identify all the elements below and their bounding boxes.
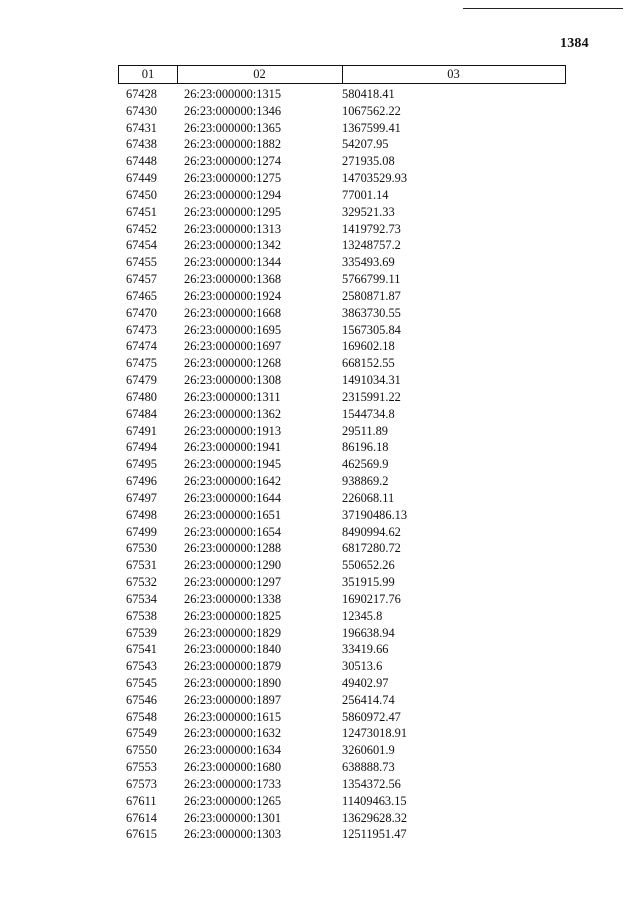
value-cell: 33419.66 — [342, 642, 389, 657]
row-id-cell: 67479 — [126, 373, 157, 388]
table-row — [118, 120, 566, 137]
table-row — [118, 675, 566, 692]
cadastral-number-cell: 26:23:000000:1338 — [184, 591, 282, 606]
value-cell: 86196.18 — [342, 440, 389, 455]
cadastral-number-cell: 26:23:000000:1346 — [184, 103, 282, 118]
row-id-cell: 67454 — [126, 238, 157, 253]
column-header-03: 03 — [447, 67, 460, 81]
table-row — [118, 372, 566, 389]
cadastral-number-cell: 26:23:000000:1301 — [184, 810, 282, 825]
table-row — [118, 540, 566, 557]
cadastral-number-cell: 26:23:000000:1315 — [184, 87, 282, 101]
value-cell: 12345.8 — [342, 608, 383, 623]
table-row — [118, 204, 566, 221]
value-cell: 1491034.31 — [342, 373, 401, 388]
table-row — [118, 254, 566, 271]
cadastral-number-cell: 26:23:000000:1365 — [184, 120, 282, 135]
row-id-cell: 67534 — [126, 591, 157, 606]
table-row — [118, 355, 566, 372]
table-row — [118, 187, 566, 204]
value-cell: 29511.89 — [342, 423, 389, 438]
row-id-cell: 67457 — [126, 272, 157, 287]
cadastral-number-cell: 26:23:000000:1297 — [184, 575, 282, 590]
row-id-cell: 67573 — [126, 776, 157, 791]
row-id-cell: 67614 — [126, 810, 157, 825]
value-cell: 77001.14 — [342, 187, 389, 202]
row-id-cell: 67550 — [126, 743, 157, 758]
value-cell: 1567305.84 — [342, 322, 401, 337]
cadastral-number-cell: 26:23:000000:1344 — [184, 255, 282, 270]
table-row — [118, 507, 566, 524]
cadastral-number-cell: 26:23:000000:1274 — [184, 154, 282, 169]
row-id-cell: 67480 — [126, 389, 157, 404]
table-row — [118, 86, 566, 103]
value-cell: 13629628.32 — [342, 810, 408, 825]
cadastral-number-cell: 26:23:000000:1897 — [184, 692, 282, 707]
value-cell: 13248757.2 — [342, 238, 401, 253]
table-row — [118, 776, 566, 793]
table-row — [118, 524, 566, 541]
value-cell: 1067562.22 — [342, 103, 401, 118]
row-id-cell: 67615 — [126, 827, 157, 842]
row-id-cell: 67497 — [126, 490, 157, 505]
row-id-cell: 67548 — [126, 709, 157, 724]
table-row — [118, 591, 566, 608]
cadastral-number-cell: 26:23:000000:1294 — [184, 187, 282, 202]
row-id-cell: 67431 — [126, 120, 157, 135]
row-id-cell: 67498 — [126, 507, 157, 522]
value-cell: 2315991.22 — [342, 389, 401, 404]
cadastral-number-cell: 26:23:000000:1924 — [184, 288, 282, 303]
table-row — [118, 406, 566, 423]
row-id-cell: 67455 — [126, 255, 157, 270]
cadastral-number-cell: 26:23:000000:1368 — [184, 272, 282, 287]
cadastral-number-cell: 26:23:000000:1313 — [184, 221, 282, 236]
value-cell: 12511951.47 — [342, 827, 407, 842]
value-cell: 271935.08 — [342, 154, 395, 169]
value-cell: 668152.55 — [342, 356, 395, 371]
table-row — [118, 742, 566, 759]
cadastral-number-cell: 26:23:000000:1913 — [184, 423, 282, 438]
table-row — [118, 456, 566, 473]
table-row — [118, 288, 566, 305]
cadastral-number-cell: 26:23:000000:1840 — [184, 642, 282, 657]
row-id-cell: 67541 — [126, 642, 157, 657]
cadastral-number-cell: 26:23:000000:1615 — [184, 709, 282, 724]
cadastral-number-cell: 26:23:000000:1945 — [184, 457, 282, 472]
row-id-cell: 67451 — [126, 204, 157, 219]
row-id-cell: 67474 — [126, 339, 157, 354]
table-row — [118, 641, 566, 658]
row-id-cell: 67553 — [126, 760, 157, 775]
cadastral-number-cell: 26:23:000000:1311 — [184, 389, 281, 404]
value-cell: 37190486.13 — [342, 507, 408, 522]
table-row — [118, 305, 566, 322]
row-id-cell: 67465 — [126, 288, 157, 303]
value-cell: 1544734.8 — [342, 406, 395, 421]
value-cell: 1354372.56 — [342, 776, 401, 791]
row-id-cell: 67430 — [126, 103, 157, 118]
table-row — [118, 557, 566, 574]
cadastral-number-cell: 26:23:000000:1290 — [184, 558, 282, 573]
table-row — [118, 625, 566, 642]
row-id-cell: 67475 — [126, 356, 157, 371]
value-cell: 3863730.55 — [342, 305, 401, 320]
table-row — [118, 574, 566, 591]
table-row — [118, 439, 566, 456]
table-row — [118, 103, 566, 120]
row-id-cell: 67428 — [126, 87, 157, 101]
value-cell: 938869.2 — [342, 474, 389, 489]
row-id-cell: 67494 — [126, 440, 157, 455]
table-row — [118, 826, 566, 843]
value-cell: 1367599.41 — [342, 120, 401, 135]
table-row — [118, 608, 566, 625]
cadastral-number-cell: 26:23:000000:1668 — [184, 305, 282, 320]
cadastral-number-cell: 26:23:000000:1265 — [184, 793, 282, 808]
table-row — [118, 725, 566, 742]
value-cell: 8490994.62 — [342, 524, 401, 539]
row-id-cell: 67450 — [126, 187, 157, 202]
cadastral-number-cell: 26:23:000000:1879 — [184, 659, 282, 674]
table-row — [118, 709, 566, 726]
row-id-cell: 67448 — [126, 154, 157, 169]
table-row — [118, 389, 566, 406]
row-id-cell: 67495 — [126, 457, 157, 472]
row-id-cell: 67532 — [126, 575, 157, 590]
cadastral-number-cell: 26:23:000000:1275 — [184, 171, 282, 186]
column-header-01: 01 — [141, 67, 155, 81]
cadastral-number-cell: 26:23:000000:1825 — [184, 608, 282, 623]
row-id-cell: 67531 — [126, 558, 157, 573]
value-cell: 329521.33 — [342, 204, 395, 219]
cadastral-number-cell: 26:23:000000:1941 — [184, 440, 282, 455]
cadastral-number-cell: 26:23:000000:1733 — [184, 776, 282, 791]
row-id-cell: 67545 — [126, 675, 157, 690]
value-cell: 5860972.47 — [342, 709, 401, 724]
cadastral-number-cell: 26:23:000000:1890 — [184, 675, 282, 690]
value-cell: 2580871.87 — [342, 288, 401, 303]
value-cell: 54207.95 — [342, 137, 389, 152]
page-number: 1384 — [560, 36, 589, 51]
row-id-cell: 67530 — [126, 541, 157, 556]
column-header-02: 02 — [253, 67, 266, 81]
cadastral-number-cell: 26:23:000000:1651 — [184, 507, 282, 522]
row-id-cell: 67484 — [126, 406, 157, 421]
value-cell: 30513.6 — [342, 659, 383, 674]
value-cell: 580418.41 — [342, 87, 395, 101]
value-cell: 256414.74 — [342, 692, 395, 707]
cadastral-number-cell: 26:23:000000:1654 — [184, 524, 282, 539]
value-cell: 12473018.91 — [342, 726, 408, 741]
row-id-cell: 67539 — [126, 625, 157, 640]
cadastral-number-cell: 26:23:000000:1295 — [184, 204, 282, 219]
table-row — [118, 170, 566, 187]
row-id-cell: 67549 — [126, 726, 157, 741]
table-row — [118, 473, 566, 490]
table-row — [118, 692, 566, 709]
cadastral-number-cell: 26:23:000000:1697 — [184, 339, 282, 354]
value-cell: 3260601.9 — [342, 743, 395, 758]
cadastral-number-cell: 26:23:000000:1882 — [184, 137, 282, 152]
value-cell: 11409463.15 — [342, 793, 407, 808]
table-row — [118, 658, 566, 675]
table-row — [118, 759, 566, 776]
cadastral-number-cell: 26:23:000000:1680 — [184, 760, 282, 775]
row-id-cell: 67538 — [126, 608, 157, 623]
table-row — [118, 221, 566, 238]
cadastral-number-cell: 26:23:000000:1362 — [184, 406, 282, 421]
row-id-cell: 67449 — [126, 171, 157, 186]
cadastral-number-cell: 26:23:000000:1695 — [184, 322, 282, 337]
top-rule — [463, 8, 623, 9]
table-row — [118, 490, 566, 507]
cadastral-number-cell: 26:23:000000:1634 — [184, 743, 282, 758]
cadastral-number-cell: 26:23:000000:1303 — [184, 827, 282, 842]
value-cell: 351915.99 — [342, 575, 395, 590]
row-id-cell: 67470 — [126, 305, 157, 320]
row-id-cell: 67496 — [126, 474, 157, 489]
row-id-cell: 67611 — [126, 793, 157, 808]
value-cell: 550652.26 — [342, 558, 395, 573]
cadastral-number-cell: 26:23:000000:1642 — [184, 474, 282, 489]
value-cell: 6817280.72 — [342, 541, 401, 556]
value-cell: 49402.97 — [342, 675, 389, 690]
value-cell: 14703529.93 — [342, 171, 408, 186]
value-cell: 335493.69 — [342, 255, 395, 270]
cadastral-number-cell: 26:23:000000:1644 — [184, 490, 282, 505]
value-cell: 226068.11 — [342, 490, 395, 505]
value-cell: 462569.9 — [342, 457, 389, 472]
table-header — [118, 65, 566, 84]
table-row — [118, 338, 566, 355]
cadastral-number-cell: 26:23:000000:1632 — [184, 726, 282, 741]
table-row — [118, 136, 566, 153]
cadastral-number-cell: 26:23:000000:1829 — [184, 625, 282, 640]
row-id-cell: 67491 — [126, 423, 157, 438]
row-id-cell: 67438 — [126, 137, 157, 152]
value-cell: 1419792.73 — [342, 221, 401, 236]
row-id-cell: 67452 — [126, 221, 157, 236]
table-row — [118, 793, 566, 810]
row-id-cell: 67499 — [126, 524, 157, 539]
row-id-cell: 67543 — [126, 659, 157, 674]
value-cell: 196638.94 — [342, 625, 395, 640]
cadastral-number-cell: 26:23:000000:1342 — [184, 238, 282, 253]
cadastral-number-cell: 26:23:000000:1268 — [184, 356, 282, 371]
table-row — [118, 237, 566, 254]
value-cell: 1690217.76 — [342, 591, 401, 606]
cadastral-number-cell: 26:23:000000:1288 — [184, 541, 282, 556]
table-row — [118, 271, 566, 288]
cadastral-number-cell: 26:23:000000:1308 — [184, 373, 282, 388]
table-row — [118, 423, 566, 440]
table-row — [118, 322, 566, 339]
row-id-cell: 67473 — [126, 322, 157, 337]
row-id-cell: 67546 — [126, 692, 157, 707]
value-cell: 638888.73 — [342, 760, 395, 775]
value-cell: 5766799.11 — [342, 272, 401, 287]
table-row — [118, 153, 566, 170]
value-cell: 169602.18 — [342, 339, 395, 354]
table-row — [118, 810, 566, 827]
table-body — [118, 86, 566, 843]
